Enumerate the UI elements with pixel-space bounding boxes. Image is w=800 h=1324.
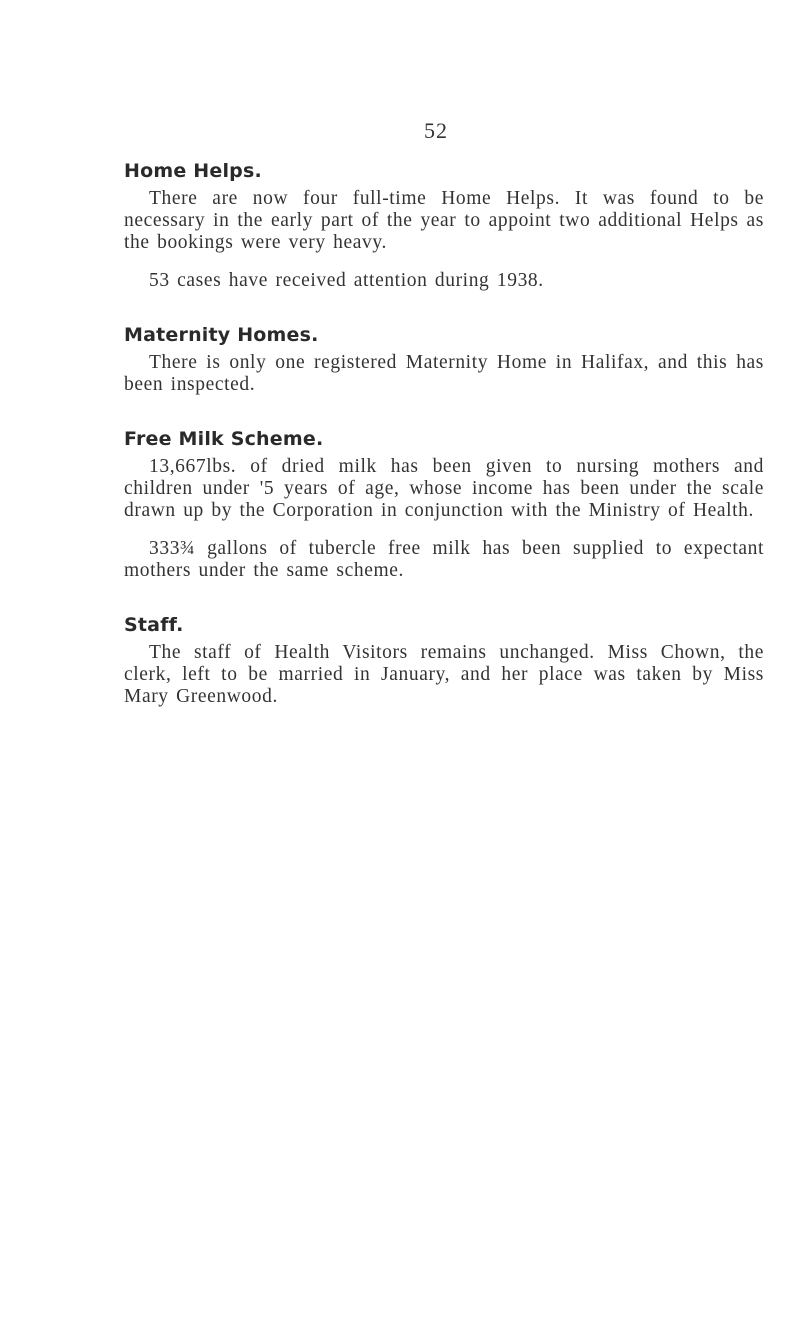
section-heading-home-helps: Home Helps. xyxy=(124,160,262,182)
paragraph-free-milk-2: 333¾ gallons of tubercle free milk has been supplied to expectant mothers under the same scheme. xyxy=(124,538,764,581)
section-free-milk-scheme xyxy=(124,428,764,582)
section-heading-staff: Staff. xyxy=(124,614,184,636)
paragraph-free-milk-1: 13,667lbs. of dried milk has been given to nursing mothers and children under '5 years of age, whose income has been under the scale drawn up by the Corporation in conjunction with the Ministry of Health. xyxy=(124,456,764,521)
page-content xyxy=(124,160,764,708)
section-home-helps xyxy=(124,160,764,292)
paragraph-maternity-homes-1: There is only one registered Maternity Home in Halifax, and this has been inspected. xyxy=(124,352,764,395)
paragraph-home-helps-1: There are now four full-time Home Helps. It was found to be necessary in the early part of the year to appoint two additional Helps as the bookings were very heavy. xyxy=(124,188,764,253)
paragraph-staff-1: The staff of Health Visitors remains unchanged. Miss Chown, the clerk, left to be married in January, and her place was taken by Miss Mary Greenwood. xyxy=(124,642,764,707)
paragraph-home-helps-2: 53 cases have received attention during 1938. xyxy=(149,270,544,291)
page-number: 52 xyxy=(424,118,448,143)
section-heading-free-milk-scheme: Free Milk Scheme. xyxy=(124,428,324,450)
section-staff xyxy=(124,614,764,708)
section-maternity-homes xyxy=(124,324,764,396)
section-heading-maternity-homes: Maternity Homes. xyxy=(124,324,319,346)
